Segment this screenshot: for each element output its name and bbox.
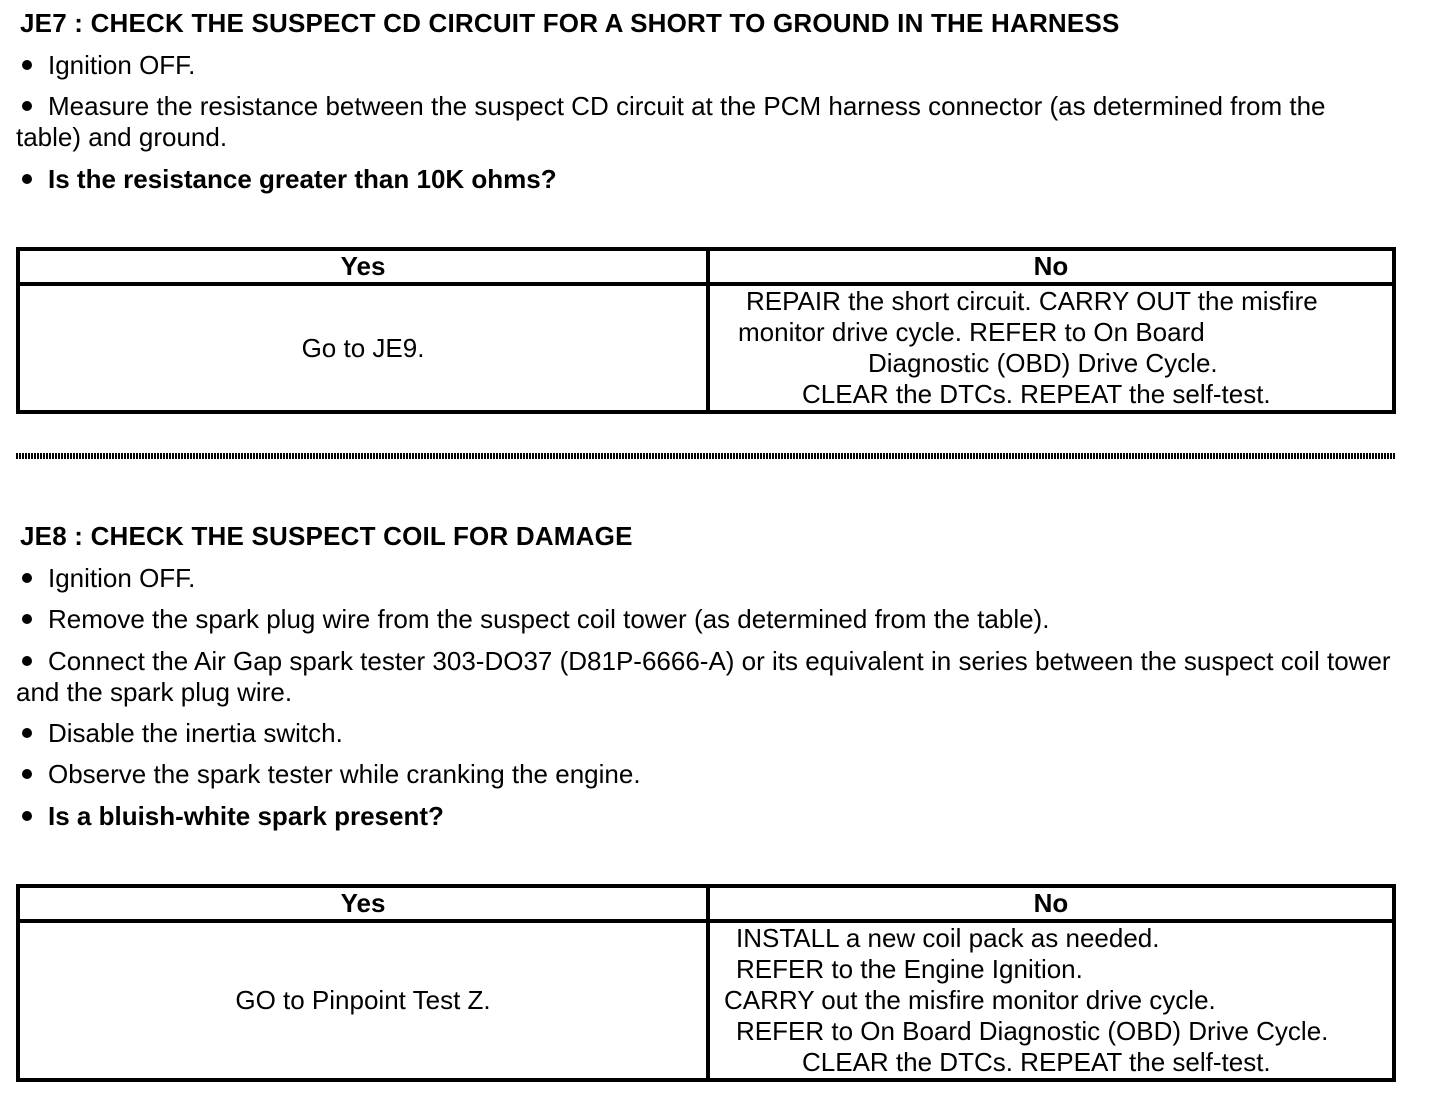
bullet-icon — [22, 811, 32, 821]
je7-no-header: No — [708, 249, 1394, 284]
je8-no-line: CARRY out the misfire monitor drive cycle. — [724, 985, 1216, 1015]
je7-no-cell — [708, 284, 1394, 412]
je8-no-line: INSTALL a new coil pack as needed. — [736, 923, 1160, 953]
je7-yes-header: Yes — [18, 249, 708, 284]
je8-step-1: Ignition OFF. — [16, 563, 1396, 594]
je8-step-2: Remove the spark plug wire from the suspect coil tower (as determined from the table). — [16, 604, 1396, 635]
bullet-icon — [22, 656, 32, 666]
je8-no-line: CLEAR the DTCs. REPEAT the self-test. — [802, 1047, 1271, 1077]
je8-step-4: Disable the inertia switch. — [16, 718, 1396, 749]
bullet-icon — [22, 769, 32, 779]
je7-no-line: Diagnostic (OBD) Drive Cycle. — [868, 348, 1218, 378]
je8-no-cell — [708, 921, 1394, 1080]
je7-question: Is the resistance greater than 10K ohms? — [16, 164, 1396, 195]
je8-no-line: REFER to the Engine Ignition. — [736, 954, 1083, 984]
je7-result-table — [16, 247, 1396, 414]
bullet-icon — [22, 60, 32, 70]
je7-no-line: CLEAR the DTCs. REPEAT the self-test. — [802, 379, 1271, 409]
bullet-icon — [22, 728, 32, 738]
je7-step-1: Ignition OFF. — [16, 50, 1396, 81]
section-divider — [16, 453, 1396, 459]
je8-yes-cell: GO to Pinpoint Test Z. — [18, 921, 708, 1080]
je7-yes-cell: Go to JE9. — [18, 284, 708, 412]
bullet-icon — [22, 614, 32, 624]
je8-question: Is a bluish-white spark present? — [16, 801, 1396, 832]
je7-no-line: REPAIR the short circuit. CARRY OUT the misfire — [746, 286, 1318, 316]
bullet-icon — [22, 101, 32, 111]
je8-step-3: Connect the Air Gap spark tester 303-DO37 (D81P-6666-A) or its equivalent in series between the suspect coil tower and the spark plug wire. — [16, 646, 1391, 707]
je7-step-2: Measure the resistance between the suspect CD circuit at the PCM harness connector (as determined from the table) and ground. — [16, 91, 1326, 152]
je7-heading: JE7 : CHECK THE SUSPECT CD CIRCUIT FOR A SHORT TO GROUND IN THE HARNESS — [20, 8, 1120, 38]
bullet-icon — [22, 174, 32, 184]
je8-step-5: Observe the spark tester while cranking the engine. — [16, 759, 1396, 790]
je8-no-header: No — [708, 886, 1394, 921]
je8-no-line: REFER to On Board Diagnostic (OBD) Drive Cycle. — [736, 1016, 1329, 1046]
je8-result-table — [16, 884, 1396, 1082]
je8-yes-header: Yes — [18, 886, 708, 921]
je7-no-line: monitor drive cycle. REFER to On Board — [738, 317, 1205, 347]
je8-heading: JE8 : CHECK THE SUSPECT COIL FOR DAMAGE — [20, 521, 633, 551]
bullet-icon — [22, 573, 32, 583]
